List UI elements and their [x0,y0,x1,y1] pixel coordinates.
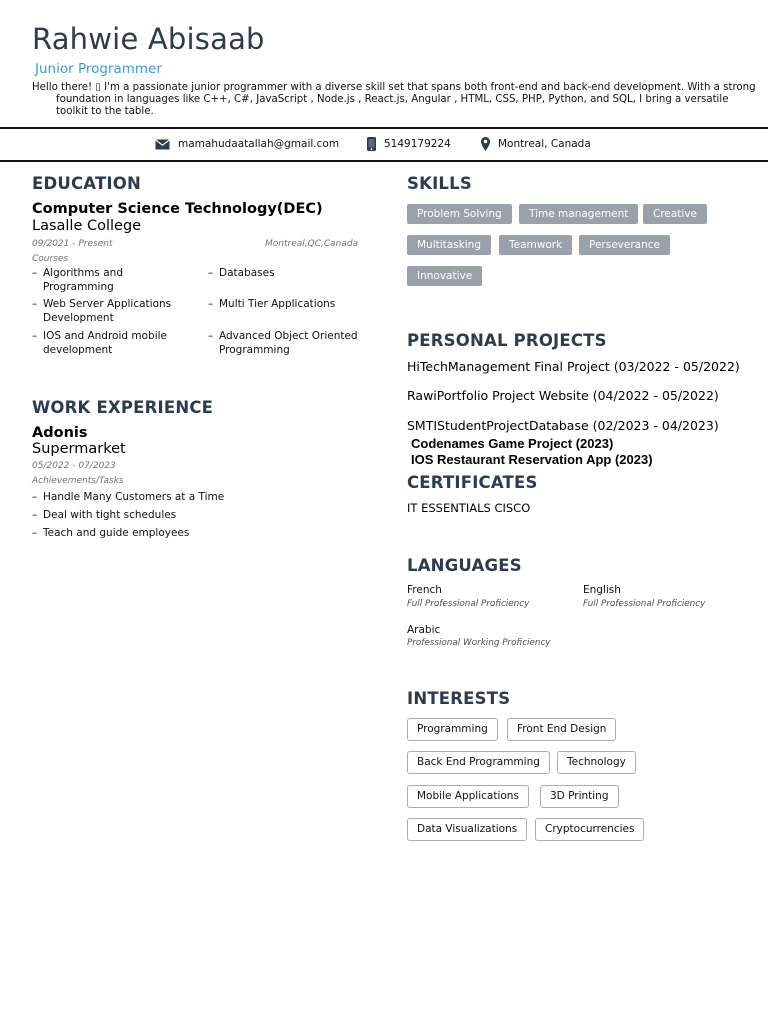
resume-role: Junior Programmer [35,61,162,77]
project-item: IOS Restaurant Reservation App (2023) [411,452,653,467]
map-pin-icon [481,137,490,151]
contact-bar [0,136,768,152]
contact-location-text: Montreal, Canada [498,138,591,150]
phone-icon [367,137,376,151]
language-level: Professional Working Proficiency [407,638,551,648]
language-level: Full Professional Proficiency [407,599,530,609]
header-divider-top [0,127,768,129]
skill-chip: Teamwork [499,235,572,255]
interest-chip: Front End Design [507,718,616,741]
contact-email[interactable] [155,136,339,152]
education-school: Lasalle College [32,218,142,234]
project-item: HiTechManagement Final Project (03/2022 - 05/2022) [407,359,740,374]
skills-heading: SKILLS [407,174,472,193]
interest-chip: Back End Programming [407,751,550,774]
interest-chip: Cryptocurrencies [535,818,644,841]
interest-chip: Mobile Applications [407,785,529,808]
projects-heading: PERSONAL PROJECTS [407,331,607,350]
course-item: – Advanced Object Oriented Programming [208,330,368,357]
language-name: Arabic [407,624,441,636]
education-location: Montreal,QC,Canada [265,239,359,249]
course-item: – Databases [208,267,368,281]
header-divider-bottom [0,160,768,162]
skill-chip: Creative [643,204,707,224]
education-degree: Computer Science Technology(DEC) [32,201,323,217]
course-item: – Web Server Applications Development [32,298,192,325]
project-item: RawiPortfolio Project Website (04/2022 - 05/2022) [407,388,719,403]
resume-summary: Hello there! ▯ I'm a passionate junior programmer with a diverse skill set that spans both front-end and back-end development. With a strong foundation in languages like C++, C#, JavaScript , Node.js , React.js, Angular , HTML, CSS, PHP, Python, and SQL, I bring a versatile toolkit to the table. [32,82,756,117]
contact-phone-text: 5149179224 [384,138,451,150]
interests-heading: INTERESTS [407,689,511,708]
education-dates: 09/2021 - Present [32,239,113,249]
skill-chip: Innovative [407,266,482,286]
task-item: – Handle Many Customers at a Time [32,491,352,505]
interest-chip: Data Visualizations [407,818,527,841]
contact-email-text: mamahudaatallah@gmail.com [178,138,340,150]
course-item: – Algorithms and Programming [32,267,192,294]
language-level: Full Professional Proficiency [583,599,706,609]
interest-chip: Programming [407,718,498,741]
certificates-heading: CERTIFICATES [407,473,538,492]
language-name: English [583,584,621,596]
languages-heading: LANGUAGES [407,556,522,575]
interest-chip: Technology [557,751,636,774]
work-company: Adonis [32,425,88,441]
education-heading: EDUCATION [32,174,141,193]
work-dates: 05/2022 - 07/2023 [32,461,116,471]
resume-name: Rahwie Abisaab [32,22,265,56]
project-item: Codenames Game Project (2023) [411,436,614,451]
work-tasks-label: Achievements/Tasks [32,476,124,486]
envelope-icon [155,139,170,150]
education-courses-label: Courses [32,254,69,264]
project-item: SMTIStudentProjectDatabase (02/2023 - 04/2023) [407,418,719,433]
work-position: Supermarket [32,441,126,457]
work-heading: WORK EXPERIENCE [32,398,214,417]
course-item: – Multi Tier Applications [208,298,368,312]
certificate-item: IT ESSENTIALS CISCO [407,501,531,515]
interest-chip: 3D Printing [540,785,619,808]
skill-chip: Multitasking [407,235,491,255]
task-item: – Teach and guide employees [32,527,352,541]
task-item: – Deal with tight schedules [32,509,352,523]
contact-phone[interactable] [367,136,451,152]
skill-chip: Problem Solving [407,204,512,224]
language-name: French [407,584,442,596]
course-item: – IOS and Android mobile development [32,330,192,357]
contact-location [481,136,591,152]
skill-chip: Time management [519,204,638,224]
skill-chip: Perseverance [579,235,670,255]
